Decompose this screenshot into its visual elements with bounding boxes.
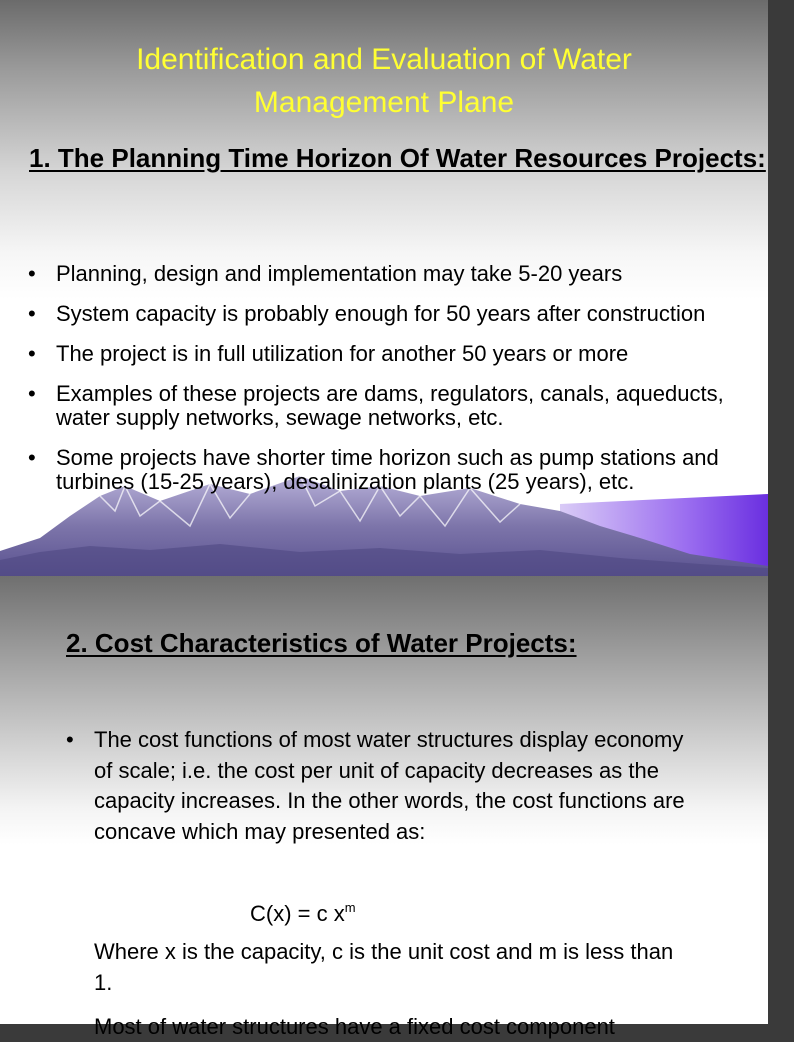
section-heading-planning-horizon: 1. The Planning Time Horizon Of Water Resources Projects: [29, 143, 766, 173]
list-item: • The cost functions of most water structures display economy of scale; i.e. the cost per unit of capacity decreases as the capacity increases. In the other words, the cost functions are concave which may presented as: [66, 727, 685, 844]
bullet-icon: • [28, 341, 36, 366]
list-item: • Some projects have shorter time horizon such as pump stations and turbines (15-25 years), desalinization plants (25 years), etc. [28, 445, 719, 494]
slide-title [40, 38, 728, 124]
formula-explanation: Where x is the capacity, c is the unit cost and m is less than 1. [94, 939, 674, 995]
slide-2 [0, 576, 768, 1039]
section-heading-cost-characteristics: 2. Cost Characteristics of Water Projects: [66, 628, 577, 658]
list-item: • The project is in full utilization for another 50 years or more [28, 341, 629, 366]
planning-bullet-list [28, 261, 756, 510]
cost-formula [250, 894, 356, 928]
formula-base: C(x) = c x [250, 901, 345, 926]
list-item: • System capacity is probably enough for 50 years after construction [28, 301, 706, 326]
bullet-icon: • [28, 445, 36, 470]
bullet-icon: • [66, 727, 74, 752]
bullet-icon: • [28, 381, 36, 406]
list-item: • Planning, design and implementation may take 5-20 years [28, 261, 623, 286]
cutoff-text: Most of water structures have a fixed cost component [94, 1014, 615, 1039]
formula-exponent: m [344, 900, 356, 915]
title-line-2: Management Plane [253, 86, 515, 119]
bullet-icon: • [28, 261, 36, 286]
list-item: • Examples of these projects are dams, regulators, canals, aqueducts, water supply networks, sewage networks, etc. [28, 381, 724, 430]
title-line-1: Identification and Evaluation of Water [136, 43, 632, 76]
cost-bullet-list [66, 725, 694, 847]
bullet-icon: • [28, 301, 36, 326]
